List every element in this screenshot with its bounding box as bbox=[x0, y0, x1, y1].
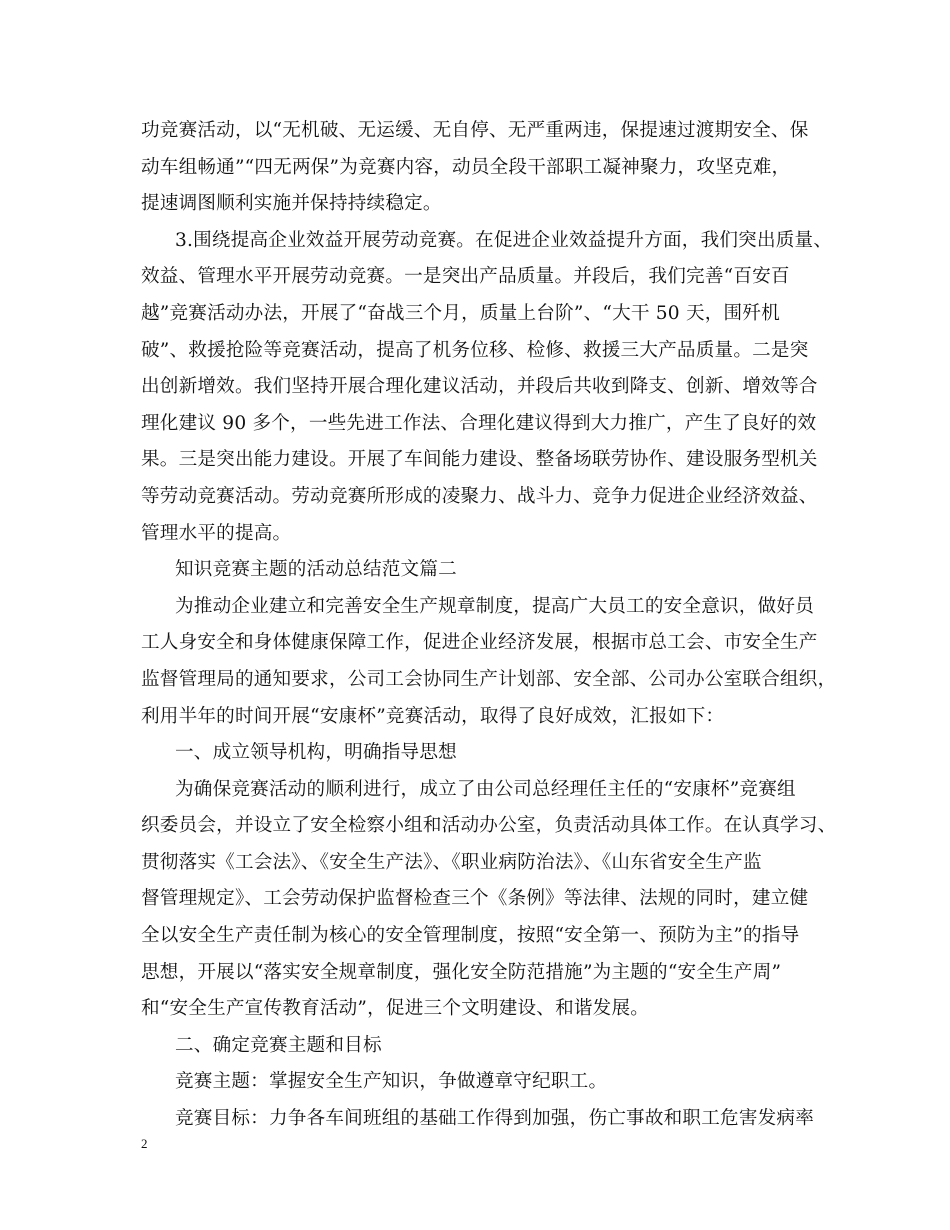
text-line: 提速调图顺利实施并保持持续稳定。 bbox=[141, 193, 442, 215]
page-number: 2 bbox=[141, 1136, 148, 1151]
text-line: 织委员会，并设立了安全检察小组和活动办公室，负责活动具体工作。在认真学习、 bbox=[141, 815, 837, 837]
text-line: 动车组畅通”“四无两保”为竞赛内容，动员全段干部职工凝神聚力，攻坚克难， bbox=[141, 156, 791, 178]
text-line: 二、确定竞赛主题和目标 bbox=[175, 1034, 382, 1056]
text-line: 破”、救援抢险等竞赛活动，提高了机务位移、检修、救援三大产品质量。二是突 bbox=[141, 339, 809, 361]
text-line: 贯彻落实《工会法》、《安全生产法》、《职业病防治法》、《山东省安全生产监 bbox=[141, 851, 762, 873]
text-line: 监督管理局的通知要求，公司工会协同生产计划部、安全部、公司办公室联合组织， bbox=[141, 668, 837, 690]
text-line: 利用半年的时间开展“安康杯”竞赛活动，取得了良好成效，汇报如下： bbox=[141, 705, 725, 727]
text-line: 竞赛目标：力争各车间班组的基础工作得到加强，伤亡事故和职工危害发病率 bbox=[175, 1108, 814, 1130]
text-line: 理化建议 90 多个，一些先进工作法、合理化建议得到大力推广，产生了良好的效 bbox=[141, 412, 817, 434]
text-line: 督管理规定》、工会劳动保护监督检查三个《条例》等法律、法规的同时，建立健 bbox=[141, 888, 809, 910]
text-line: 等劳动竞赛活动。劳动竞赛所形成的凌聚力、战斗力、竞争力促进企业经济效益、 bbox=[141, 485, 818, 507]
text-line: 出创新增效。我们坚持开展合理化建议活动，并段后共收到降支、创新、增效等合 bbox=[141, 376, 818, 398]
text-line: 一、成立领导机构，明确指导思想 bbox=[175, 742, 457, 764]
text-line: 效益、管理水平开展劳动竞赛。一是突出产品质量。并段后，我们完善“百安百 bbox=[141, 266, 790, 288]
body-text bbox=[141, 113, 837, 1138]
text-line: 思想，开展以“落实安全规章制度，强化安全防范措施”为主题的“安全生产周” bbox=[141, 961, 782, 983]
text-line: 果。三是突出能力建设。开展了车间能力建设、整备场联劳协作、建设服务型机关 bbox=[141, 449, 818, 471]
text-line: 和“安全生产宣传教育活动”，促进三个文明建设、和谐发展。 bbox=[141, 998, 650, 1020]
text-line: 为确保竞赛活动的顺利进行，成立了由公司总经理任主任的“安康杯”竞赛组 bbox=[175, 778, 796, 800]
text-line: 功竞赛活动，以“无机破、无运缓、无自停、无严重两违，保提速过渡期安全、保 bbox=[141, 120, 809, 141]
text-line: 3.围绕提高企业效益开展劳动竞赛。在促进企业效益提升方面，我们突出质量、 bbox=[175, 229, 833, 251]
text-line: 知识竞赛主题的活动总结范文篇二 bbox=[175, 559, 457, 581]
text-line: 全以安全生产责任制为核心的安全管理制度，按照“安全第一、预防为主”的指导 bbox=[141, 925, 800, 947]
text-line: 竞赛主题：掌握安全生产知识，争做遵章守纪职工。 bbox=[175, 1071, 608, 1093]
text-line: 为推动企业建立和完善安全生产规章制度，提高广大员工的安全意识，做好员 bbox=[175, 595, 814, 617]
text-line: 越”竞赛活动办法，开展了“奋战三个月，质量上台阶”、“大干 50 天，围歼机 bbox=[141, 302, 780, 324]
text-line: 工人身安全和身体健康保障工作，促进企业经济发展，根据市总工会、市安全生产 bbox=[141, 632, 818, 654]
text-line: 管理水平的提高。 bbox=[141, 522, 292, 544]
